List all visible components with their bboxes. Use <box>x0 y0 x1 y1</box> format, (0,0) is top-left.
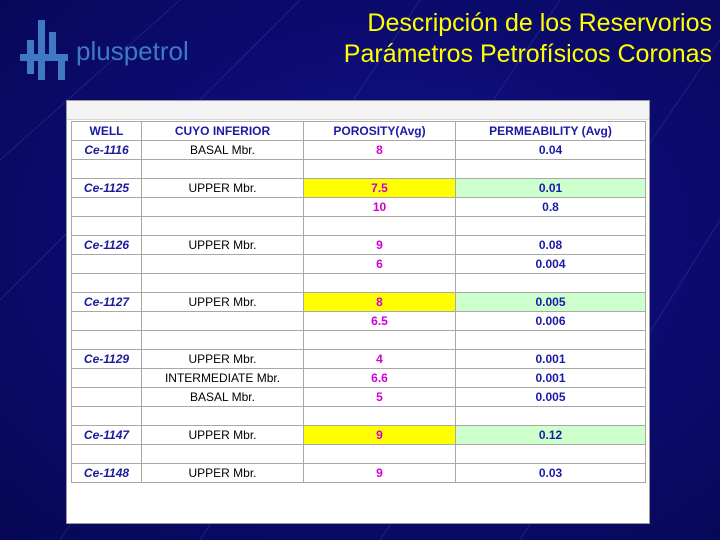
member-cell <box>142 160 304 179</box>
porosity-cell: 4 <box>304 350 456 369</box>
member-cell <box>142 407 304 426</box>
permeability-cell: 0.001 <box>456 350 646 369</box>
petrophysics-table <box>71 121 646 483</box>
table-body <box>72 141 646 483</box>
porosity-cell: 9 <box>304 426 456 445</box>
well-cell <box>72 198 142 217</box>
porosity-cell: 6.6 <box>304 369 456 388</box>
member-cell <box>142 198 304 217</box>
member-cell: BASAL Mbr. <box>142 388 304 407</box>
member-cell <box>142 312 304 331</box>
permeability-cell: 0.001 <box>456 369 646 388</box>
well-cell <box>72 217 142 236</box>
well-cell <box>72 274 142 293</box>
porosity-cell <box>304 445 456 464</box>
well-cell <box>72 255 142 274</box>
permeability-cell <box>456 160 646 179</box>
table-header-row <box>72 122 646 141</box>
header-member: CUYO INFERIOR <box>142 122 304 141</box>
porosity-cell <box>304 331 456 350</box>
porosity-cell: 5 <box>304 388 456 407</box>
table-row <box>72 350 646 369</box>
well-cell: Ce-1125 <box>72 179 142 198</box>
member-cell: INTERMEDIATE Mbr. <box>142 369 304 388</box>
table-row <box>72 255 646 274</box>
porosity-cell: 6.5 <box>304 312 456 331</box>
member-cell <box>142 445 304 464</box>
permeability-cell: 0.08 <box>456 236 646 255</box>
permeability-cell: 0.005 <box>456 388 646 407</box>
table-row <box>72 331 646 350</box>
permeability-cell: 0.006 <box>456 312 646 331</box>
well-cell <box>72 312 142 331</box>
logo-wordmark: pluspetrol <box>76 36 189 66</box>
permeability-cell: 0.12 <box>456 426 646 445</box>
title-line-2: Parámetros Petrofísicos Coronas <box>343 40 712 68</box>
well-cell <box>72 160 142 179</box>
porosity-cell: 7.5 <box>304 179 456 198</box>
permeability-cell: 0.004 <box>456 255 646 274</box>
member-cell: UPPER Mbr. <box>142 293 304 312</box>
member-cell: UPPER Mbr. <box>142 236 304 255</box>
table-row <box>72 236 646 255</box>
member-cell: UPPER Mbr. <box>142 426 304 445</box>
slide-title <box>344 8 712 70</box>
porosity-cell <box>304 407 456 426</box>
well-cell: Ce-1148 <box>72 464 142 483</box>
well-cell <box>72 331 142 350</box>
pluspetrol-logo-icon <box>18 18 70 82</box>
permeability-cell <box>456 274 646 293</box>
permeability-cell: 0.01 <box>456 179 646 198</box>
member-cell <box>142 217 304 236</box>
well-cell: Ce-1127 <box>72 293 142 312</box>
table-row <box>72 198 646 217</box>
table-row <box>72 141 646 160</box>
permeability-cell: 0.8 <box>456 198 646 217</box>
member-cell: UPPER Mbr. <box>142 350 304 369</box>
permeability-cell: 0.04 <box>456 141 646 160</box>
header-permeability: PERMEABILITY (Avg) <box>456 122 646 141</box>
permeability-cell <box>456 217 646 236</box>
permeability-cell: 0.03 <box>456 464 646 483</box>
spreadsheet-header-strip <box>67 101 649 120</box>
porosity-cell: 10 <box>304 198 456 217</box>
well-cell: Ce-1147 <box>72 426 142 445</box>
well-cell <box>72 388 142 407</box>
porosity-cell: 9 <box>304 464 456 483</box>
well-cell: Ce-1129 <box>72 350 142 369</box>
porosity-cell <box>304 217 456 236</box>
table-row <box>72 407 646 426</box>
table-row <box>72 217 646 236</box>
table-row <box>72 179 646 198</box>
table-row <box>72 426 646 445</box>
porosity-cell <box>304 274 456 293</box>
table-row <box>72 312 646 331</box>
table-row <box>72 464 646 483</box>
pluspetrol-logo <box>18 18 198 82</box>
table-row <box>72 293 646 312</box>
member-cell <box>142 331 304 350</box>
well-cell <box>72 369 142 388</box>
porosity-cell: 6 <box>304 255 456 274</box>
table-row <box>72 160 646 179</box>
header-well: WELL <box>72 122 142 141</box>
member-cell <box>142 274 304 293</box>
permeability-cell: 0.005 <box>456 293 646 312</box>
porosity-cell: 8 <box>304 293 456 312</box>
porosity-cell: 9 <box>304 236 456 255</box>
member-cell: BASAL Mbr. <box>142 141 304 160</box>
permeability-cell <box>456 445 646 464</box>
well-cell: Ce-1126 <box>72 236 142 255</box>
well-cell <box>72 445 142 464</box>
table-row <box>72 388 646 407</box>
porosity-cell: 8 <box>304 141 456 160</box>
member-cell <box>142 255 304 274</box>
member-cell: UPPER Mbr. <box>142 464 304 483</box>
porosity-cell <box>304 160 456 179</box>
header-porosity: POROSITY(Avg) <box>304 122 456 141</box>
title-line-1: Descripción de los Reservorios <box>367 9 712 37</box>
permeability-cell <box>456 407 646 426</box>
table-row <box>72 445 646 464</box>
spreadsheet-frame <box>66 100 650 524</box>
well-cell: Ce-1116 <box>72 141 142 160</box>
member-cell: UPPER Mbr. <box>142 179 304 198</box>
table-row <box>72 369 646 388</box>
well-cell <box>72 407 142 426</box>
table-row <box>72 274 646 293</box>
permeability-cell <box>456 331 646 350</box>
